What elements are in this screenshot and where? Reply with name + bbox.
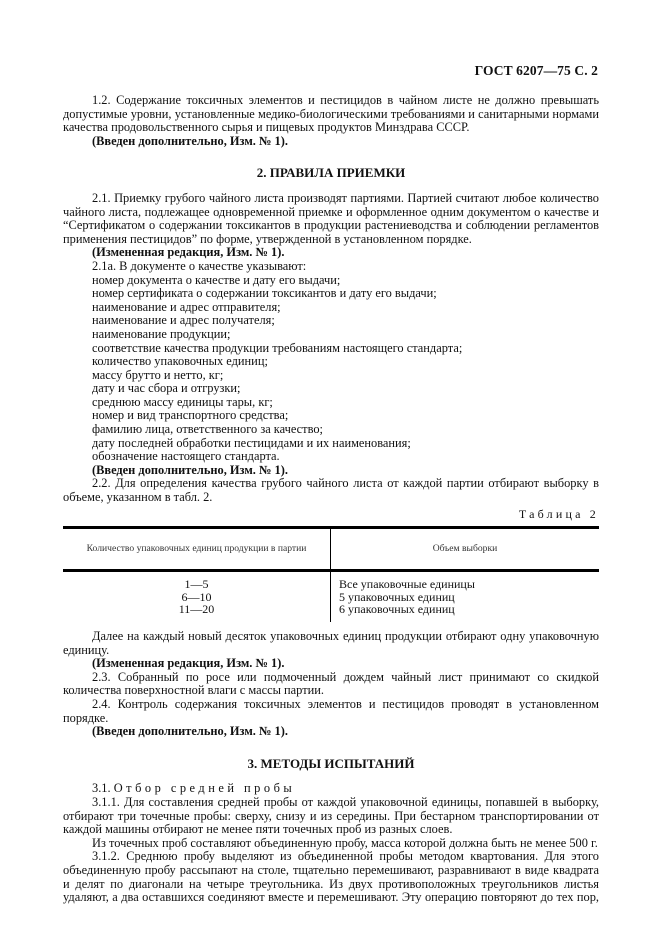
paragraph-2-4: 2.4. Контроль содержания токсичных элементов и пестицидов проводят в установленном порядке.	[63, 696, 599, 725]
table-header-lot-size: Количество упаковочных единиц продукции в партии	[63, 528, 331, 571]
paragraph-3-1-2: 3.1.2. Среднюю пробу выделяют из объединенной пробы методом квартования. Для этого объединенную пробу рассыпают на столе, тщательно перемешивают, разравнивают в виде квадрата и делят по диагонали на четыре треугольника. Из двух противоположных треугольников листья удаляют, а два оставшихся соединяют вместе и перемешивают. Эту операцию повторяют до тех пор,	[63, 849, 599, 905]
sample-size: 5 упаковочных единиц	[339, 589, 455, 604]
paragraph-1-2: 1.2. Содержание токсичных элементов и пестицидов в чайном листе не должно превышать допустимые уровни, установленные медико-биологическими требованиями и санитарными нормами качества продовольственного сырья и пищевых продуктов Минздрава СССР.	[63, 93, 599, 135]
paragraph-2-1a-intro: 2.1а. В документе о качестве указывают:	[92, 258, 307, 273]
section-title-2: 2. ПРАВИЛА ПРИЕМКИ	[256, 165, 406, 181]
amendment-note: (Измененная редакция, Изм. № 1).	[92, 656, 285, 671]
paragraph-after-table: Далее на каждый новый десяток упаковочных единиц продукции отбирают одну упаковочную единицу.	[63, 629, 599, 657]
table-row	[63, 571, 599, 622]
paragraph-3-1-1: 3.1.1. Для составления средней пробы от каждой упаковочной единицы, попавшей в выборку, отбирают три точечные пробы: сверху, снизу и из середины. При бестарном транспортировании от каждой машины отбирают не менее пяти точечных проб из разных слоев.	[63, 794, 599, 837]
document-page	[63, 0, 599, 905]
subsection-3-1-heading	[63, 782, 599, 796]
list-item: наименование продукции;	[92, 326, 231, 341]
sample-size: 6 упаковочных единиц	[339, 602, 455, 617]
document-contents-list	[63, 274, 599, 464]
paragraph-2-1: 2.1. Приемку грубого чайного листа производят партиями. Партией считают любое количество чайного листа, подлежащее одновременной приемке и оформленное одним документом о качестве и “Сертификатом о содержании токсикантов в продукции растениеводства и соблюдении регламентов применения пестицидов” по форме, утвержденной в установленном порядке.	[63, 190, 599, 246]
sample-size-cell	[331, 571, 600, 622]
paragraph-2-3: 2.3. Собранный по росе или подмоченный дождем чайный лист принимают со скидкой количества поверхностной влаги с массы партии.	[63, 669, 599, 698]
list-item: номер и вид транспортного средства;	[92, 408, 289, 423]
list-item: среднюю массу единицы тары, кг;	[92, 394, 273, 409]
amendment-note: (Введен дополнительно, Изм. № 1).	[92, 462, 288, 477]
lot-range: 1—5	[184, 577, 209, 592]
list-item: наименование и адрес отправителя;	[92, 299, 281, 314]
subsection-number: 3.1.	[92, 781, 111, 796]
subsection-title: Отбор средней пробы	[113, 781, 296, 796]
list-item: номер документа о качестве и дату его выдачи;	[92, 272, 341, 287]
amendment-note: (Введен дополнительно, Изм. № 1).	[92, 724, 288, 739]
table-2	[63, 526, 599, 622]
section-title-3: 3. МЕТОДЫ ИСПЫТАНИЙ	[247, 755, 415, 771]
list-item: фамилию лица, ответственного за качество;	[92, 422, 323, 437]
list-item: дату и час сбора и отгрузки;	[92, 381, 241, 396]
sample-size: Все упаковочные единицы	[339, 577, 475, 592]
amendment-note: (Измененная редакция, Изм. № 1).	[92, 245, 285, 260]
table-header-sample-size: Объем выборки	[331, 528, 600, 571]
list-item: количество упаковочных единиц;	[92, 354, 268, 369]
list-item: обозначение настоящего стандарта.	[92, 449, 280, 464]
list-item: наименование и адрес получателя;	[92, 313, 275, 328]
list-item: дату последней обработки пестицидами и их наименования;	[92, 435, 411, 450]
lot-size-cell	[63, 571, 331, 622]
list-item: массу брутто и нетто, кг;	[92, 367, 224, 382]
lot-range: 11—20	[178, 602, 215, 617]
document-reference: ГОСТ 6207—75 С. 2	[474, 63, 598, 78]
table-caption: Таблица 2	[518, 506, 599, 521]
amendment-note: (Введен дополнительно, Изм. № 1).	[92, 133, 288, 148]
list-item: номер сертификата о содержании токсикантов и дату его выдачи;	[92, 286, 437, 301]
paragraph-3-1-1-continued: Из точечных проб составляют объединенную пробу, масса которой должна быть не менее 500 г.	[92, 835, 598, 850]
lot-range: 6—10	[181, 589, 212, 604]
paragraph-2-2: 2.2. Для определения качества грубого чайного листа от каждой партии отбирают выборку в объеме, указанном в табл. 2.	[63, 476, 599, 505]
list-item: соответствие качества продукции требованиям настоящего стандарта;	[92, 340, 463, 355]
